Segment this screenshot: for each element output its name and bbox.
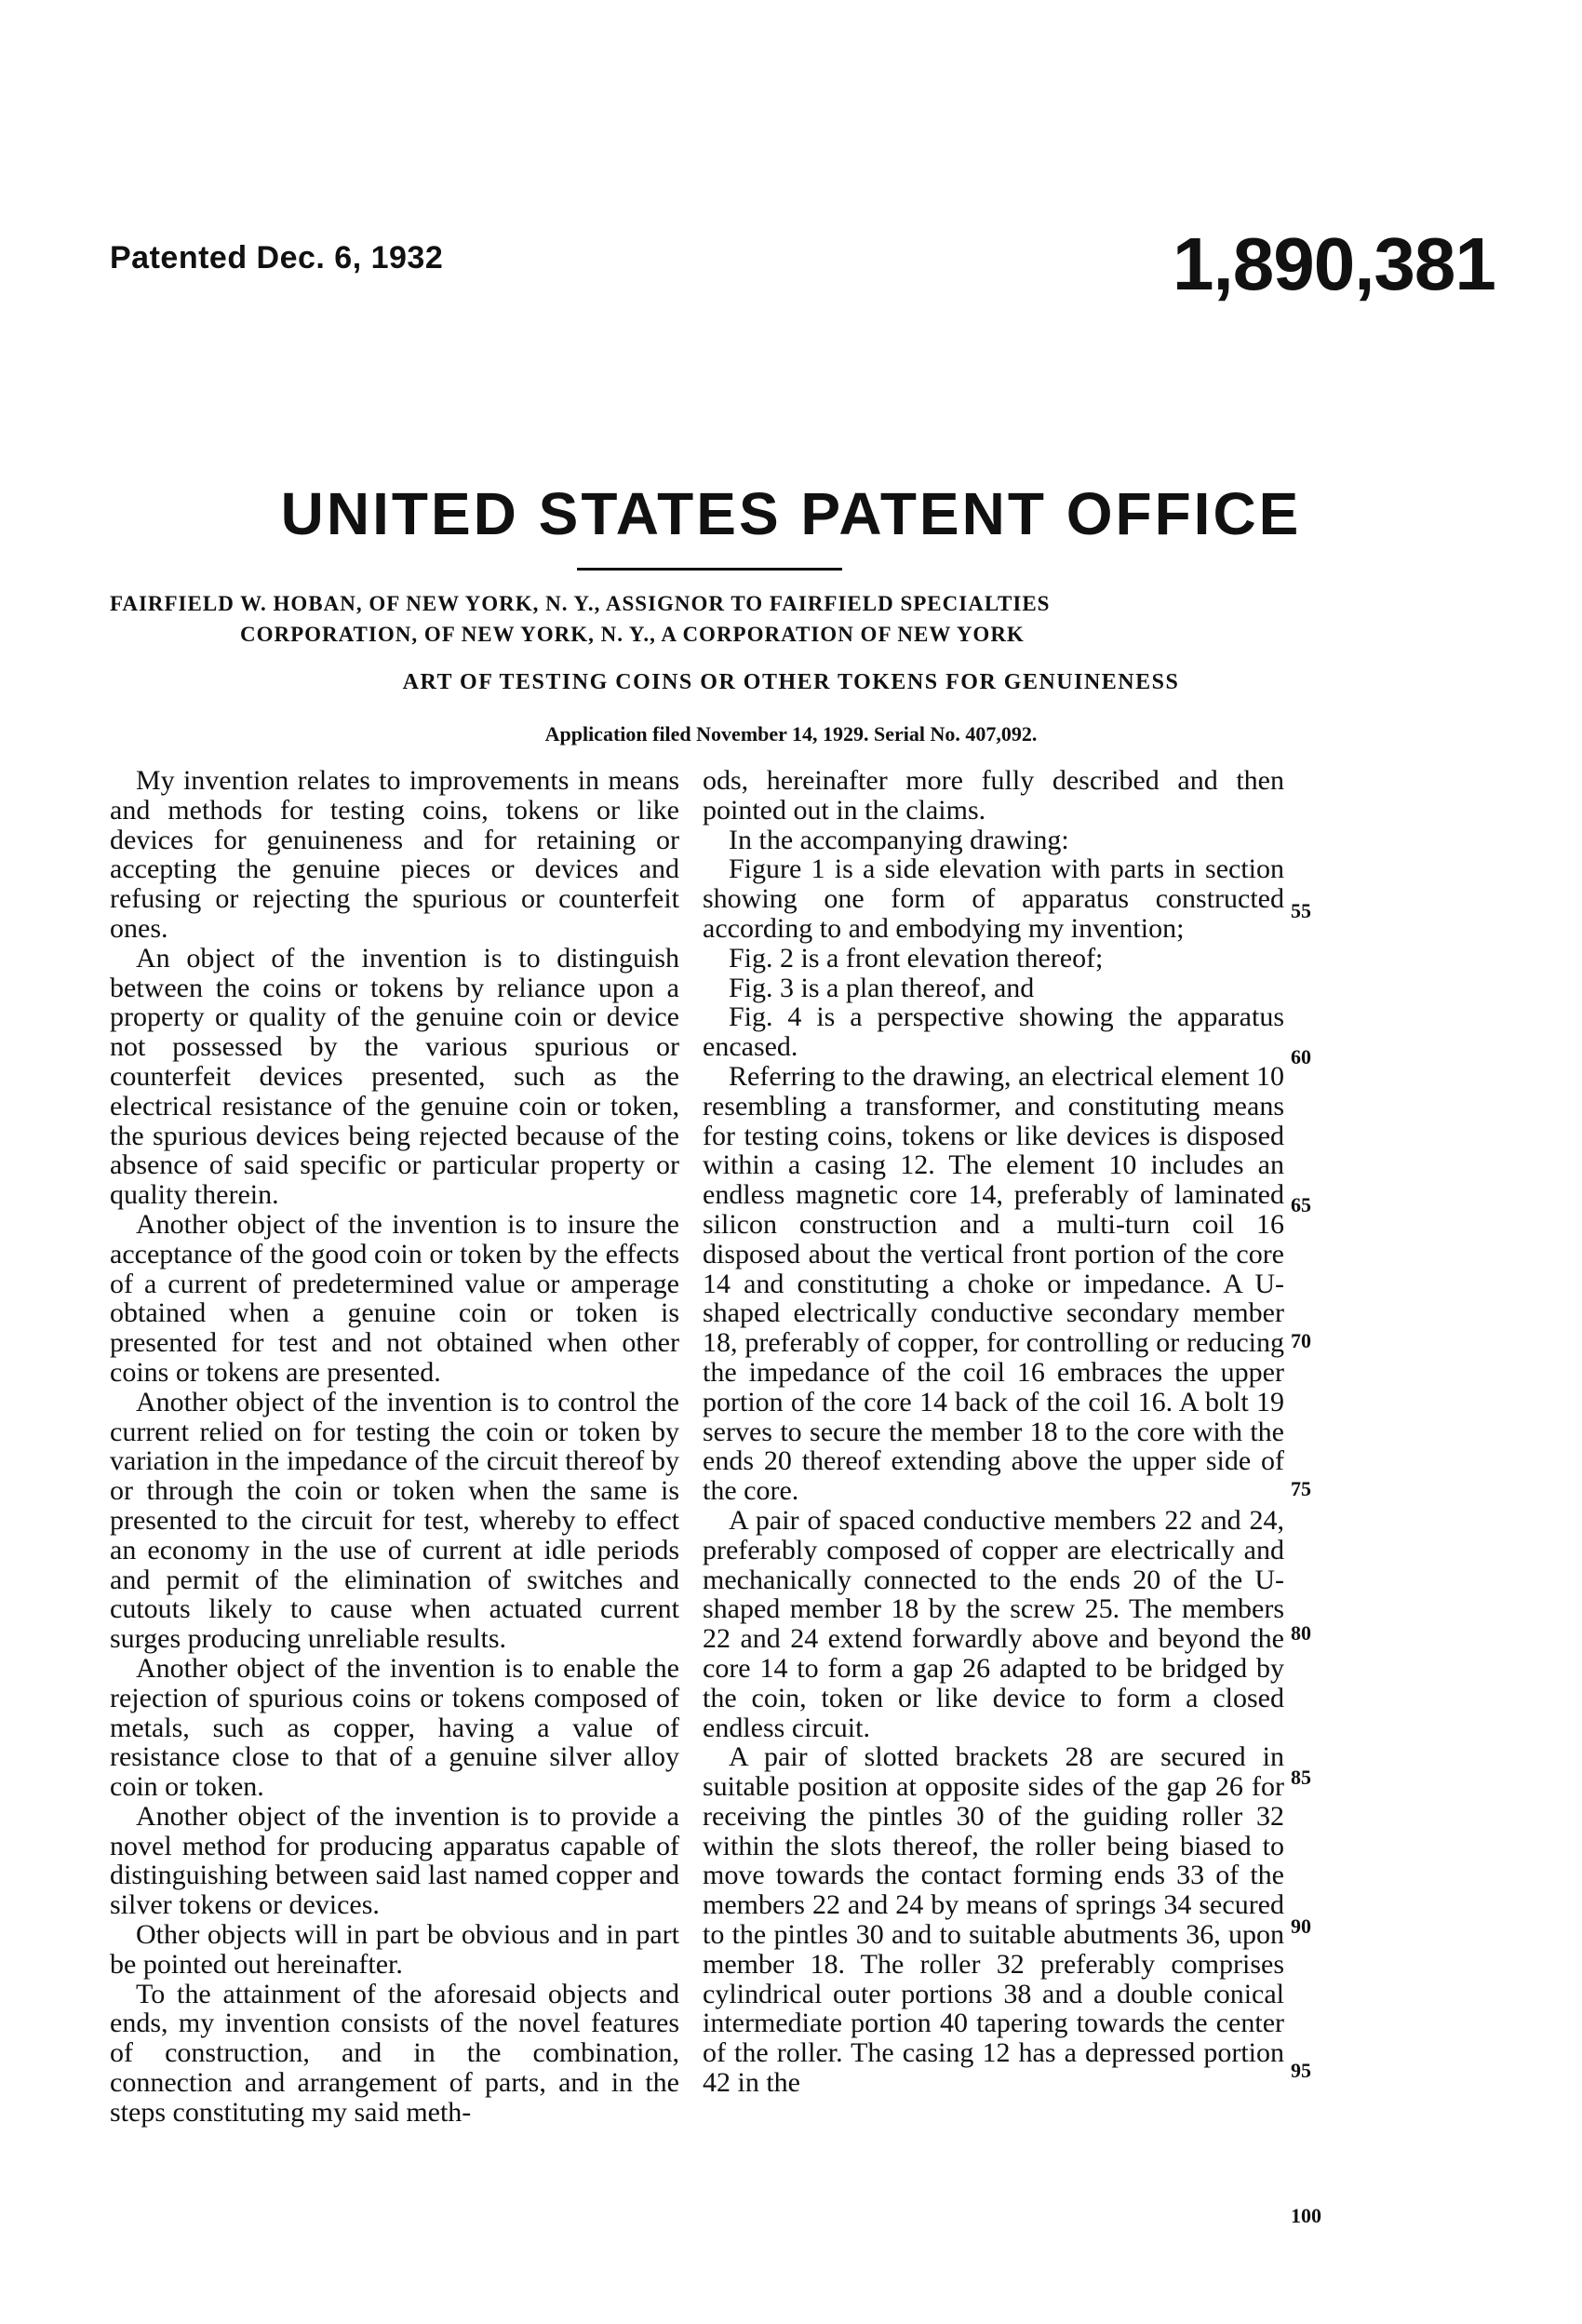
- paragraph: Another object of the invention is to insure the acceptance of the good coin or token by the effects of a current of predetermined value or amperage obtained when a genuine coin or token is presented for test and not obtained when other coins or tokens are presented.: [110, 1208, 679, 1388]
- paragraph: My invention relates to improvements in means and methods for testing coins, tokens or like devices for genuineness and for retaining or accepting the genuine pieces or devices and refusing or rejecting the spurious or counterfeit ones.: [110, 765, 679, 944]
- paragraph: Figure 1 is a side elevation with parts in section showing one form of apparatus constructed according to and embodying my invention;: [703, 853, 1284, 944]
- line-number: 65: [1291, 1193, 1311, 1216]
- line-number: 55: [1291, 899, 1311, 922]
- paragraph: A pair of spaced conductive members 22 and 24, preferably composed of copper are electrically and mechanically connected to the ends 20 of the U-shaped member 18 by the screw 25. The members 22 and 24 extend forwardly above and beyond the core 14 to form a gap 26 adapted to be bridged by the coin, token or like device to form a closed endless circuit.: [703, 1504, 1284, 1743]
- assignment-line-2: CORPORATION, OF NEW YORK, N. Y., A CORPORATION OF NEW YORK: [240, 623, 1025, 646]
- paragraph: Other objects will in part be obvious and in part be pointed out hereinafter.: [110, 1919, 679, 1980]
- line-number: 85: [1291, 1766, 1311, 1789]
- paragraph: An object of the invention is to distinguish between the coins or tokens by reliance upon a property or quality of the genuine coin or device not possessed by the various spurious or counterfeit devices presented, such as the electrical resistance of the genuine coin or token, the spurious devices being rejected because of the absence of said specific or particular property or quality therein.: [110, 942, 679, 1211]
- line-number: 75: [1291, 1477, 1311, 1500]
- paragraph: Fig. 2 is a front elevation thereof;: [729, 942, 1104, 974]
- line-number: 95: [1291, 2059, 1311, 2082]
- paragraph: Referring to the drawing, an electrical element 10 resembling a transformer, and constituting means for testing coins, tokens or like devices is disposed within a casing 12. The element 10 includes an endless magnetic core 14, preferably of laminated silicon construction and a multi-turn coil 16 disposed about the vertical front portion of the core 14 and constituting a choke or impedance. A U-shaped electrically conductive secondary member 18, preferably of copper, for controlling or reducing the impedance of the coil 16 embraces the upper portion of the core 14 back of the coil 16. A bolt 19 serves to secure the member 18 to the core with the ends 20 thereof extending above the upper side of the core.: [703, 1060, 1284, 1507]
- invention-title: ART OF TESTING COINS OR OTHER TOKENS FOR GENUINENESS: [402, 670, 1180, 694]
- paragraph: Another object of the invention is to provide a novel method for producing apparatus capable of distinguishing between said last named copper and silver tokens or devices.: [110, 1800, 679, 1921]
- line-number: 60: [1291, 1045, 1311, 1068]
- title-rule: [577, 568, 842, 571]
- line-number: 80: [1291, 1621, 1311, 1645]
- assignment-block: [110, 588, 1482, 650]
- paragraph: Fig. 4 is a perspective showing the apparatus encased.: [703, 1001, 1284, 1063]
- patent-date: Patented Dec. 6, 1932: [110, 240, 444, 275]
- right-column: [703, 766, 1284, 2098]
- left-column: [110, 766, 679, 2128]
- office-title: UNITED STATES PATENT OFFICE: [280, 480, 1302, 547]
- line-number: 100: [1291, 2204, 1321, 2227]
- line-number: 90: [1291, 1914, 1311, 1938]
- paragraph: Fig. 3 is a plan thereof, and: [729, 972, 1035, 1003]
- paragraph: To the attainment of the aforesaid objects and ends, my invention consists of the novel features of construction, and in the combination, connection and arrangement of parts, and in the steps constituting my said meth-: [110, 1978, 679, 2128]
- assignment-line-1: FAIRFIELD W. HOBAN, OF NEW YORK, N. Y., ASSIGNOR TO FAIRFIELD SPECIALTIES: [110, 592, 1051, 615]
- patent-number: 1,890,381: [1173, 222, 1495, 305]
- paragraph: Another object of the invention is to enable the rejection of spurious coins or tokens composed of metals, such as copper, having a value of resistance close to that of a genuine silver alloy coin or token.: [110, 1652, 679, 1803]
- paragraph: A pair of slotted brackets 28 are secured in suitable position at opposite sides of the gap 26 for receiving the pintles 30 of the guiding roller 32 within the slots thereof, the roller being biased to move towards the contact forming ends 33 of the members 22 and 24 by means of springs 34 secured to the pintles 30 and to suitable abutments 36, upon member 18. The roller 32 preferably comprises cylindrical outer portions 38 and a double conical intermediate portion 40 tapering towards the center of the roller. The casing 12 has a depressed portion 42 in the: [703, 1741, 1284, 2099]
- application-info: Application filed November 14, 1929. Serial No. 407,092.: [544, 722, 1038, 746]
- line-number: 70: [1291, 1329, 1311, 1352]
- paragraph: In the accompanying drawing:: [729, 824, 1069, 855]
- paragraph: Another object of the invention is to control the current relied on for testing the coin or token by variation in the impedance of the circuit thereof by or through the coin or token when the same is presented to the circuit for test, whereby to effect an economy in the use of current at idle periods and permit of the elimination of switches and cutouts likely to cause when actuated current surges producing unreliable results.: [110, 1386, 679, 1655]
- paragraph: ods, hereinafter more fully described and then pointed out in the claims.: [703, 765, 1284, 826]
